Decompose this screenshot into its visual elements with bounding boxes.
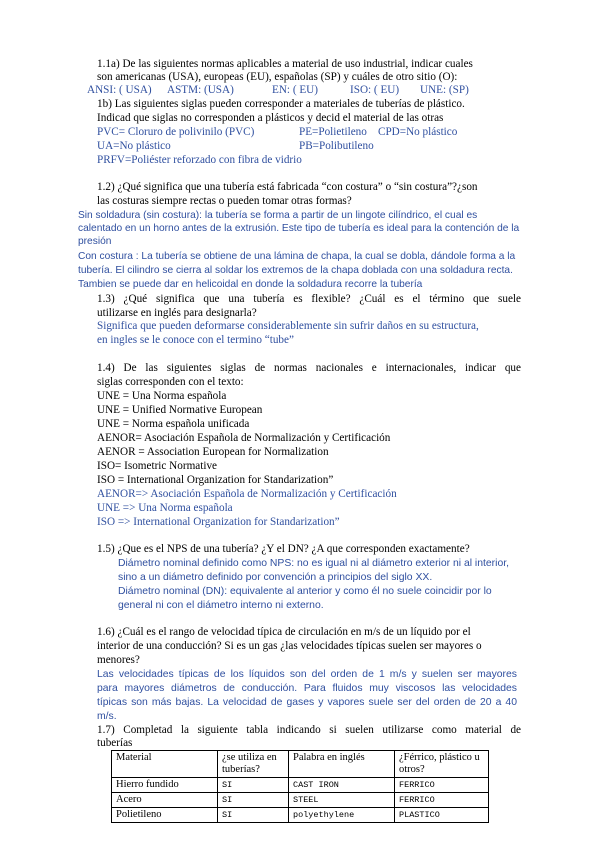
q1b-ans-prfv: PRFV=Poliéster reforzado con fibra de vidrio [97,154,302,166]
q6-ans-line3: típicas son más bajas. La velocidad de gases y vapores suele ser del orden de 20 a 40 [97,697,517,708]
cell-used: SI [218,808,289,823]
q1b-ans-cpd: CPD=No plástico [378,126,458,138]
q1b-ans-pb: PB=Polibutileno [299,140,374,152]
table-row [112,808,489,823]
q6-line2: interior de una conducción? Si es un gas ¿las velocidades típicas suelen ser mayores o [97,640,482,652]
q1a-line2: son americanas (USA), europeas (EU), españolas (SP) y cuáles de otro sitio (O): [97,71,458,83]
cell-english: polyethylene [289,808,395,823]
q3-line1: 1.3) ¿Qué significa que una tubería es flexible? ¿Cuál es el término que suele [97,293,521,305]
q1a-ans-ansi: ANSI: ( USA) [87,84,152,96]
q6-ans-line2: para mayores diámetros de conducción. Para fluidos muy viscosos las velocidades [97,683,517,694]
q7-line1: 1.7) Completad la siguiente tabla indicando si suelen utilizarse como material de [97,724,521,736]
q2-line1: 1.2) ¿Qué significa que una tubería está fabricada “con costura” o “sin costura”?¿son [97,181,478,193]
q1a-ans-astm: ASTM: (USA) [167,84,234,96]
cell-type: FERRICO [395,793,489,808]
cell-english: CAST IRON [289,778,395,793]
q4-item: ISO= Isometric Normative [97,460,218,472]
header-used-in-pipes: ¿se utiliza en tuberías? [218,751,289,778]
q1a-ans-une: UNE: (SP) [420,84,469,96]
header-material: Material [112,751,218,778]
cell-material: Acero [112,793,218,808]
q3-ans-line2: en ingles se le conoce con el termino “tube” [97,334,294,346]
q1a-ans-iso: ISO: ( EU) [350,84,400,96]
q5-ans-line4: general ni con el diámetro interno ni externo. [118,600,324,611]
header-type: ¿Férrico, plástico u otros? [395,751,489,778]
q7-line2: tuberías [97,737,133,749]
q2-ans-line1: Sin soldadura (sin costura): la tubería se forma a partir de un lingote cilíndrico, el cual es [78,210,478,221]
q4-item: ISO = International Organization for Standarization” [97,474,334,486]
q5-line1: 1.5) ¿Que es el NPS de una tubería? ¿Y el DN? ¿A que corresponden exactamente? [97,543,470,555]
q6-ans-line4: m/s. [97,711,117,722]
cell-type: FERRICO [395,778,489,793]
q1b-line2: Indicad que siglas no corresponden a plásticos y decid el material de las otras [97,112,444,124]
q4-item: UNE = Una Norma española [97,390,227,402]
q4-item: AENOR= Asociación Española de Normalización y Certificación [97,432,391,444]
q1b-ans-pe: PE=Polietileno [299,126,367,138]
q4-answer: UNE => Una Norma española [97,502,233,514]
cell-type: PLASTICO [395,808,489,823]
q2-ans-line4: Con costura : La tubería se obtiene de una lámina de chapa, la cual se dobla, dándole forma a la [78,251,516,262]
q1b-line1: 1b) Las siguientes siglas pueden corresponder a materiales de tuberías de plástico. [97,98,465,110]
q2-ans-line2: calentado en un horno antes de la extrusión. Este tipo de tubería es ideal para la contención de la [78,223,520,234]
header-english-word: Palabra en inglés [289,751,395,778]
table-row [112,778,489,793]
q1a-line1: 1.1a) De las siguientes normas aplicables a material de uso industrial, indicar cuales [97,58,473,70]
q4-line2: siglas corresponden con el texto: [97,376,244,388]
q6-ans-line1: Las velocidades típicas de los líquidos son del orden de 1 m/s y suelen ser mayores [97,669,517,680]
q3-line2: utilizarse en inglés para designarla? [97,307,257,319]
q4-item: AENOR = Association European for Normalization [97,446,329,458]
q5-ans-line3: Diámetro nominal (DN): equivalente al anterior y como él no suele coincidir por lo [118,586,492,597]
q5-ans-line1: Diámetro nominal definido como NPS: no es igual ni al diámetro exterior ni al interior, [118,558,509,569]
table-row [112,793,489,808]
cell-material: Hierro fundido [112,778,218,793]
q5-ans-line2: sino a un diámetro definido por convención a principios del siglo XX. [118,572,433,583]
q1b-ans-ua: UA=No plástico [97,140,171,152]
q6-line3: menores? [97,654,140,666]
q4-answer: AENOR=> Asociación Española de Normalización y Certificación [97,488,397,500]
q4-item: UNE = Norma española unificada [97,418,250,430]
q3-ans-line1: Significa que pueden deformarse considerablemente sin sufrir daños en su estructura, [97,320,479,332]
q2-line2: las costuras siempre rectas o pueden tomar otras formas? [97,195,352,207]
cell-material: Polietileno [112,808,218,823]
q4-answer: ISO => International Organization for Standarization” [97,516,340,528]
q2-ans-line6: Tambien se puede dar en helicoidal en donde la soldadura recorre la tubería [78,279,423,290]
table-header-row [112,751,489,778]
materials-table [111,750,489,823]
q4-item: UNE = Unified Normative European [97,404,263,416]
q2-ans-line5: tubería. El cilindro se cierra al soldar los extremos de la chapa doblada con una soldadura recta. [78,265,513,276]
cell-used: SI [218,793,289,808]
cell-used: SI [218,778,289,793]
q2-ans-line3: presión [78,236,112,247]
q4-line1: 1.4) De las siguientes siglas de normas nacionales e internacionales, indicar que [97,362,521,374]
cell-english: STEEL [289,793,395,808]
q1a-ans-en: EN: ( EU) [272,84,318,96]
q1b-ans-pvc: PVC= Cloruro de polivinilo (PVC) [97,126,255,138]
q6-line1: 1.6) ¿Cuál es el rango de velocidad típica de circulación en m/s de un líquido por el [97,626,471,638]
